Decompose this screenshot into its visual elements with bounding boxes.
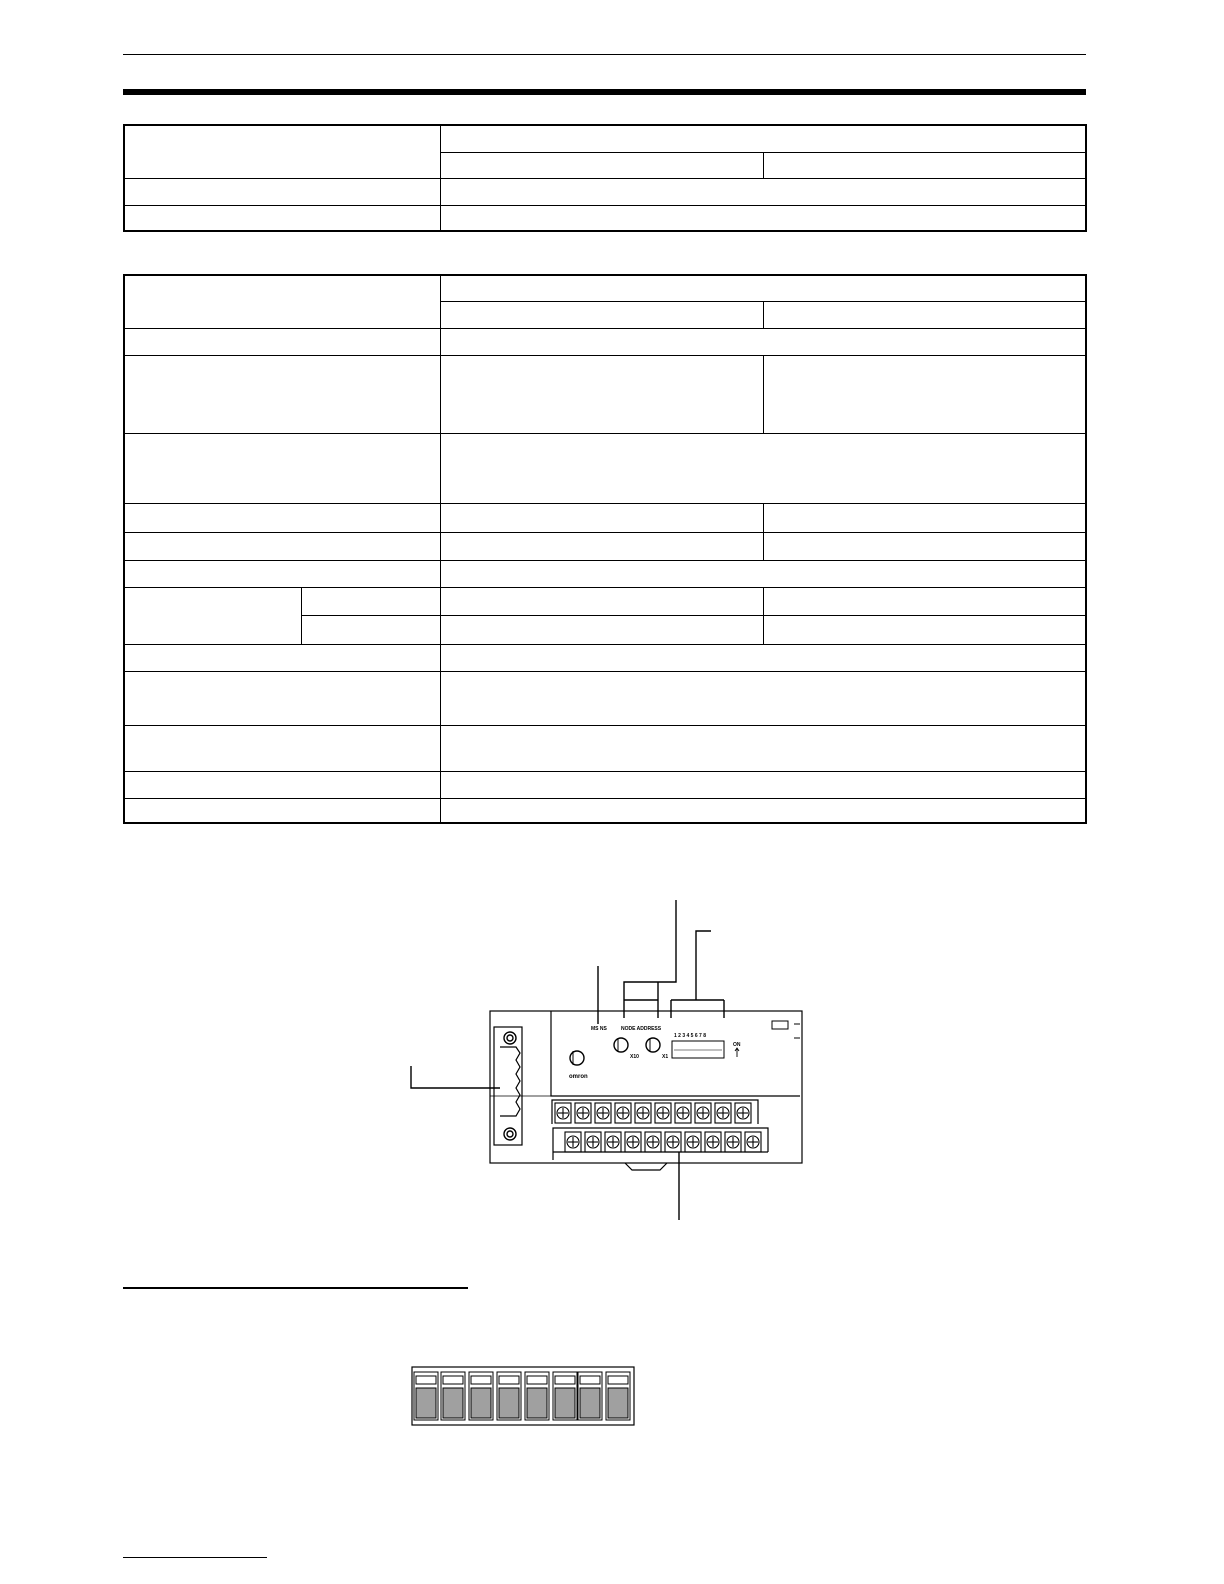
dip-lever	[469, 1372, 493, 1420]
led-labels: MS NS	[591, 1026, 607, 1032]
rotary-x1-label: X1	[662, 1054, 669, 1060]
dip-lever	[441, 1372, 465, 1420]
brand-logo: omron	[569, 1074, 588, 1080]
dip-lever	[525, 1372, 549, 1420]
dip-lever	[578, 1372, 602, 1420]
dip-lever	[497, 1372, 521, 1420]
rotary-x10-label: X10	[630, 1054, 639, 1060]
dip-on-label: ON	[733, 1042, 741, 1048]
dip-lever	[606, 1372, 630, 1420]
dip-number-labels: 1 2 3 4 5 6 7 8	[674, 1033, 706, 1039]
dip-lever	[553, 1372, 577, 1420]
node-address-label: NODE ADDRESS	[621, 1026, 662, 1032]
footer-link-rule	[123, 1557, 267, 1558]
dip-lever	[414, 1372, 438, 1420]
dip-switch-levers	[414, 1372, 630, 1420]
